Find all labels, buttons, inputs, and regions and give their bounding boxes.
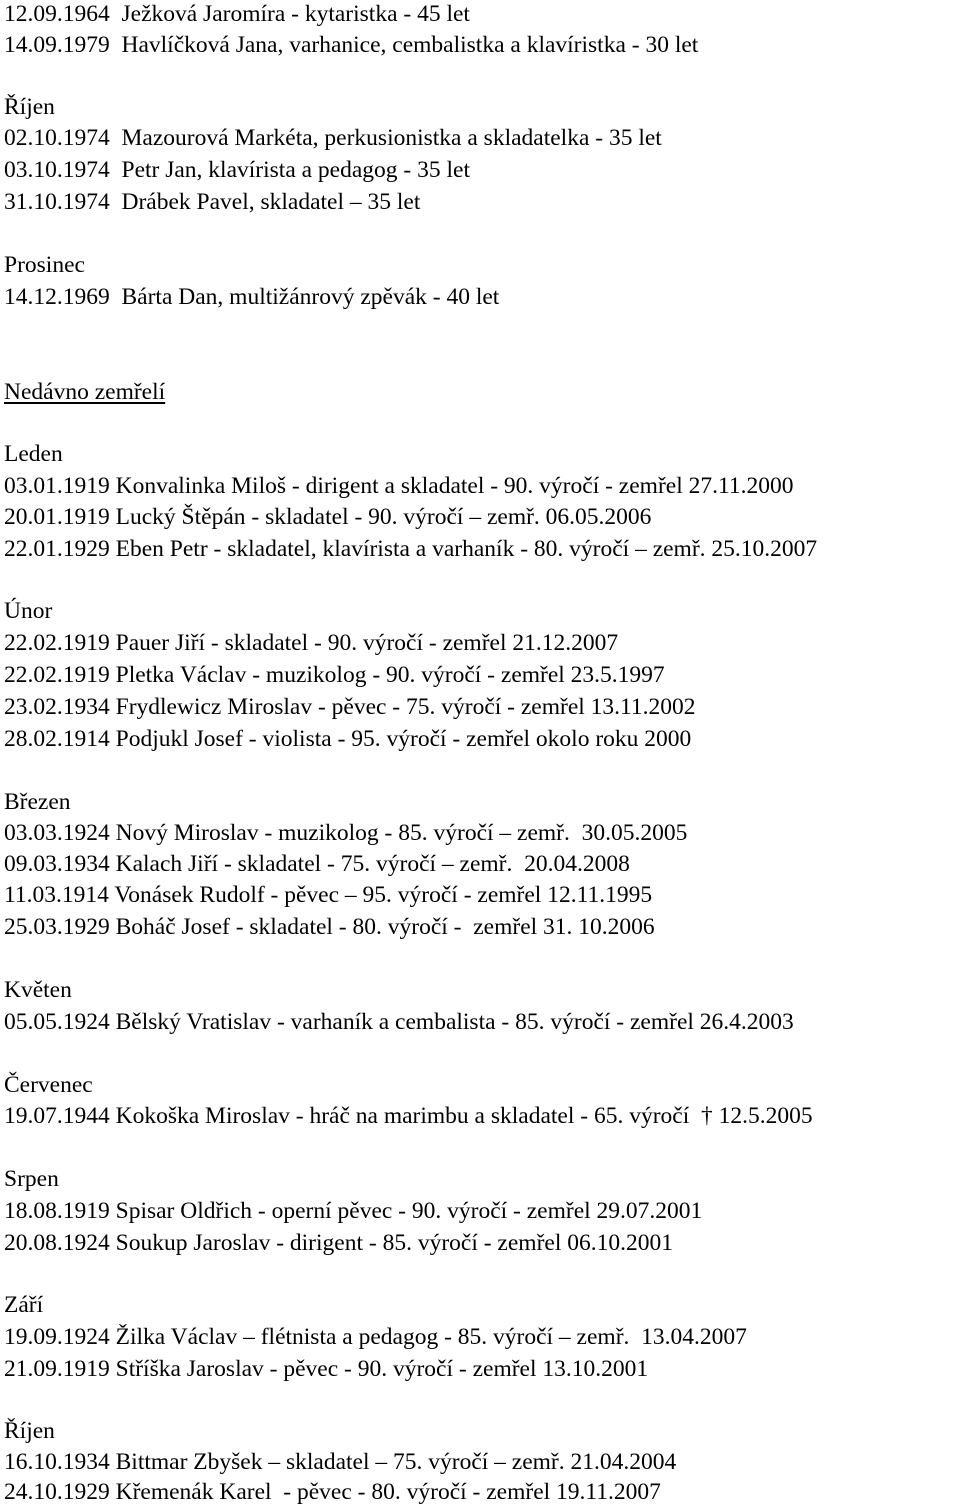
month-heading-cervenec: Červenec [4,1072,93,1098]
deceased-line: 25.03.1929 Boháč Josef - skladatel - 80. výročí - zemřel 31. 10.2006 [4,914,655,940]
anniversary-line: 03.10.1974 Petr Jan, klavírista a pedagog - 35 let [4,157,470,183]
deceased-line: 22.02.1919 Pletka Václav - muzikolog - 90. výročí - zemřel 23.5.1997 [4,662,665,688]
deceased-line: 28.02.1914 Podjukl Josef - violista - 95. výročí - zemřel okolo roku 2000 [4,726,692,752]
month-heading-srpen: Srpen [4,1166,59,1192]
deceased-line: 22.01.1929 Eben Petr - skladatel, klavírista a varhaník - 80. výročí – zemř. 25.10.2007 [4,536,818,562]
deceased-line: 19.07.1944 Kokoška Miroslav - hráč na marimbu a skladatel - 65. výročí † 12.5.2005 [4,1103,813,1129]
deceased-line: 24.10.1929 Křemenák Karel - pěvec - 80. výročí - zemřel 19.11.2007 [4,1479,661,1505]
month-heading-brezen: Březen [4,789,71,815]
deceased-line: 03.03.1924 Nový Miroslav - muzikolog - 85. výročí – zemř. 30.05.2005 [4,820,688,846]
month-heading-prosinec: Prosinec [4,252,85,278]
month-heading-kveten: Květen [4,977,72,1003]
deceased-line: 16.10.1934 Bittmar Zbyšek – skladatel – 75. výročí – zemř. 21.04.2004 [4,1449,677,1475]
deceased-line: 05.05.1924 Bělský Vratislav - varhaník a cembalista - 85. výročí - zemřel 26.4.2003 [4,1009,794,1035]
deceased-line: 19.09.1924 Žilka Václav – flétnista a pedagog - 85. výročí – zemř. 13.04.2007 [4,1324,747,1350]
deceased-line: 11.03.1914 Vonásek Rudolf - pěvec – 95. výročí - zemřel 12.11.1995 [4,882,653,908]
month-heading-leden: Leden [4,441,63,467]
deceased-line: 18.08.1919 Spisar Oldřich - operní pěvec - 90. výročí - zemřel 29.07.2001 [4,1198,703,1224]
deceased-line: 20.08.1924 Soukup Jaroslav - dirigent - 85. výročí - zemřel 06.10.2001 [4,1230,673,1256]
deceased-line: 21.09.1919 Stříška Jaroslav - pěvec - 90. výročí - zemřel 13.10.2001 [4,1356,649,1382]
anniversary-line: 12.09.1964 Ježková Jaromíra - kytaristka - 45 let [4,1,470,27]
anniversary-line: 14.12.1969 Bárta Dan, multižánrový zpěvák - 40 let [4,284,500,310]
month-heading-rijen: Říjen [4,1418,55,1444]
month-heading-zari: Září [4,1292,44,1318]
deceased-line: 03.01.1919 Konvalinka Miloš - dirigent a skladatel - 90. výročí - zemřel 27.11.2000 [4,473,794,499]
deceased-line: 23.02.1934 Frydlewicz Miroslav - pěvec - 75. výročí - zemřel 13.11.2002 [4,694,696,720]
month-heading-rijen: Říjen [4,94,55,120]
deceased-line: 20.01.1919 Lucký Štěpán - skladatel - 90. výročí – zemř. 06.05.2006 [4,504,652,530]
deceased-line: 22.02.1919 Pauer Jiří - skladatel - 90. výročí - zemřel 21.12.2007 [4,630,619,656]
month-heading-unor: Únor [4,598,53,624]
anniversary-line: 02.10.1974 Mazourová Markéta, perkusionistka a skladatelka - 35 let [4,125,662,151]
anniversary-line: 31.10.1974 Drábek Pavel, skladatel – 35 let [4,189,421,215]
deceased-line: 09.03.1934 Kalach Jiří - skladatel - 75. výročí – zemř. 20.04.2008 [4,851,630,877]
anniversary-line: 14.09.1979 Havlíčková Jana, varhanice, cembalistka a klavíristka - 30 let [4,32,699,58]
section-title: Nedávno zemřelí [4,379,166,405]
